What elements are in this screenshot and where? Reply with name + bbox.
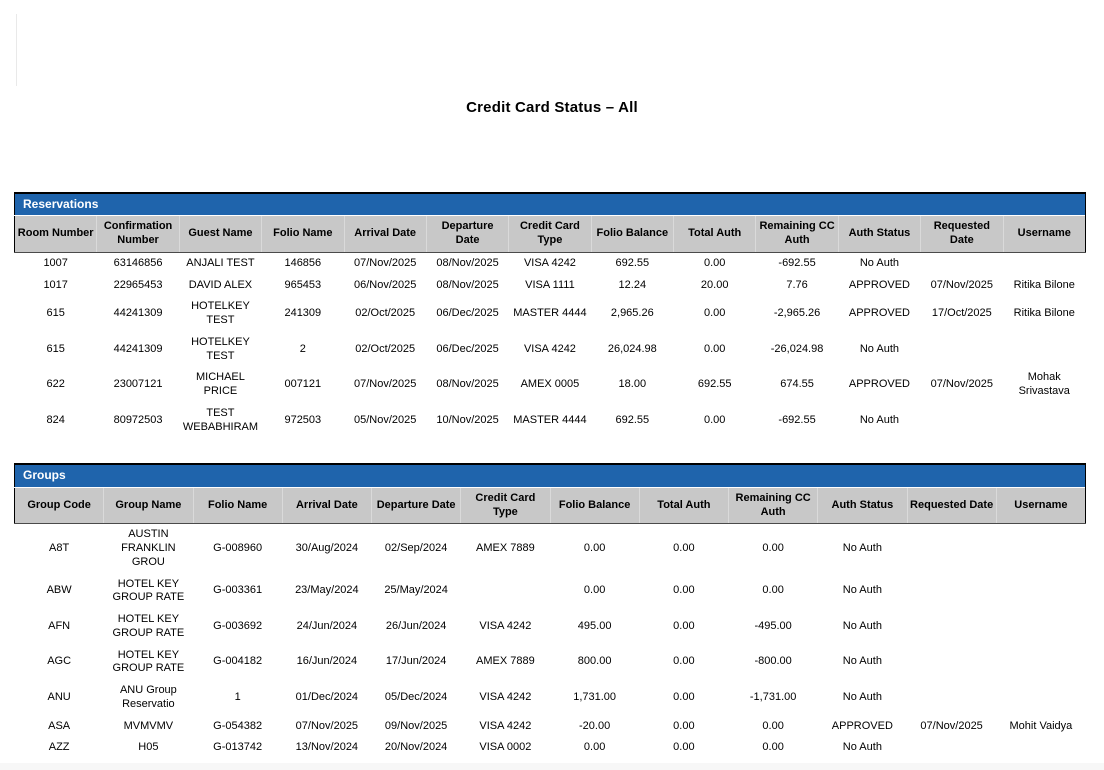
table-row: [15, 574, 1086, 610]
table-cell: ABW: [15, 574, 104, 610]
table-row: [15, 275, 1086, 297]
column-header: Requested Date: [907, 487, 996, 524]
table-cell: 01/Dec/2024: [282, 680, 371, 716]
table-cell: 05/Nov/2025: [344, 403, 426, 439]
table-cell: AMEX 7889: [461, 524, 550, 574]
table-cell: 22965453: [97, 275, 179, 297]
table-cell: 692.55: [591, 252, 673, 274]
table-cell: 0.00: [674, 332, 756, 368]
table-row: [15, 609, 1086, 645]
table-cell: Ritika Bilone: [1003, 275, 1086, 297]
table-cell: 07/Nov/2025: [282, 716, 371, 738]
column-header: Folio Name: [193, 487, 282, 524]
table-cell: Mohak Srivastava: [1003, 367, 1086, 403]
table-cell: G-054382: [193, 716, 282, 738]
table-cell: 07/Nov/2025: [907, 716, 996, 738]
table-cell: 0.00: [674, 403, 756, 439]
table-cell: APPROVED: [818, 716, 907, 738]
table-cell: 26,024.98: [591, 332, 673, 368]
table-cell: 1,731.00: [550, 680, 639, 716]
table-cell: VISA 4242: [461, 609, 550, 645]
table-cell: G-003361: [193, 574, 282, 610]
column-header: Guest Name: [179, 216, 261, 253]
table-cell: 80972503: [97, 403, 179, 439]
table-cell: 08/Nov/2025: [426, 252, 508, 274]
table-cell: 0.00: [550, 737, 639, 759]
table-cell: G-004182: [193, 645, 282, 681]
table-cell: VISA 0002: [461, 737, 550, 759]
column-header: Departure Date: [426, 216, 508, 253]
report-body: [14, 192, 1086, 759]
column-header: Total Auth: [639, 487, 728, 524]
table-cell: 09/Nov/2025: [372, 716, 461, 738]
column-header: Arrival Date: [344, 216, 426, 253]
table-cell: 44241309: [97, 332, 179, 368]
table-cell: HOTELKEY TEST: [179, 332, 261, 368]
table-cell: 07/Nov/2025: [921, 275, 1003, 297]
table-cell: HOTELKEY TEST: [179, 296, 261, 332]
table-cell: AUSTIN FRANKLIN GROU: [104, 524, 193, 574]
table-cell: 972503: [262, 403, 344, 439]
table-cell: [921, 403, 1003, 439]
table-cell: 0.00: [639, 574, 728, 610]
column-header: Requested Date: [921, 216, 1003, 253]
table-row: [15, 737, 1086, 759]
table-cell: 0.00: [729, 737, 818, 759]
table-cell: A8T: [15, 524, 104, 574]
table-cell: VISA 4242: [509, 252, 591, 274]
column-header: Username: [996, 487, 1085, 524]
column-header: Folio Name: [262, 216, 344, 253]
footer-strip: [0, 763, 1104, 770]
table-cell: 16/Jun/2024: [282, 645, 371, 681]
table-cell: 26/Jun/2024: [372, 609, 461, 645]
table-row: [15, 645, 1086, 681]
table-cell: [996, 645, 1085, 681]
table-cell: 20.00: [674, 275, 756, 297]
column-header-row: [15, 216, 1086, 253]
table-cell: 06/Dec/2025: [426, 296, 508, 332]
table-cell: No Auth: [838, 252, 920, 274]
table-cell: MICHAEL PRICE: [179, 367, 261, 403]
table-cell: VISA 4242: [509, 332, 591, 368]
table-cell: [907, 680, 996, 716]
table-cell: 07/Nov/2025: [344, 252, 426, 274]
table-cell: HOTEL KEY GROUP RATE: [104, 574, 193, 610]
table-cell: -692.55: [756, 252, 838, 274]
table-cell: [921, 252, 1003, 274]
table-cell: 63146856: [97, 252, 179, 274]
column-header: Arrival Date: [282, 487, 371, 524]
table-cell: 07/Nov/2025: [344, 367, 426, 403]
table-cell: G-008960: [193, 524, 282, 574]
table-cell: [996, 524, 1085, 574]
table-cell: 692.55: [591, 403, 673, 439]
table-cell: 02/Sep/2024: [372, 524, 461, 574]
table-cell: 674.55: [756, 367, 838, 403]
table-cell: 0.00: [729, 574, 818, 610]
column-header: Folio Balance: [591, 216, 673, 253]
table-cell: [461, 574, 550, 610]
table-cell: No Auth: [818, 574, 907, 610]
table-cell: -495.00: [729, 609, 818, 645]
table-cell: 800.00: [550, 645, 639, 681]
table-cell: 44241309: [97, 296, 179, 332]
table-cell: [907, 737, 996, 759]
table-row: [15, 252, 1086, 274]
column-header: Remaining CC Auth: [729, 487, 818, 524]
table-cell: 007121: [262, 367, 344, 403]
table-cell: 0.00: [729, 716, 818, 738]
table-cell: 23/May/2024: [282, 574, 371, 610]
column-header: Departure Date: [372, 487, 461, 524]
table-cell: ANU Group Reservatio: [104, 680, 193, 716]
table-cell: 622: [15, 367, 97, 403]
table-cell: 0.00: [550, 524, 639, 574]
table-cell: No Auth: [818, 524, 907, 574]
table-cell: 24/Jun/2024: [282, 609, 371, 645]
page-edge-line: [16, 14, 17, 86]
table-cell: No Auth: [838, 403, 920, 439]
table-cell: 25/May/2024: [372, 574, 461, 610]
table-cell: 08/Nov/2025: [426, 367, 508, 403]
table-row: [15, 332, 1086, 368]
column-header: Auth Status: [838, 216, 920, 253]
table-cell: [1003, 332, 1086, 368]
table-cell: APPROVED: [838, 367, 920, 403]
table-cell: MASTER 4444: [509, 296, 591, 332]
column-header: Room Number: [15, 216, 97, 253]
groups-section: [14, 463, 1086, 759]
table-cell: 0.00: [639, 645, 728, 681]
table-cell: 0.00: [639, 737, 728, 759]
column-header: Auth Status: [818, 487, 907, 524]
table-cell: AMEX 7889: [461, 645, 550, 681]
table-cell: 23007121: [97, 367, 179, 403]
table-cell: 0.00: [639, 609, 728, 645]
table-cell: 824: [15, 403, 97, 439]
table-cell: AZZ: [15, 737, 104, 759]
table-cell: 0.00: [639, 716, 728, 738]
table-cell: 0.00: [674, 296, 756, 332]
table-cell: 965453: [262, 275, 344, 297]
reservations-table: [14, 215, 1086, 438]
table-cell: [996, 680, 1085, 716]
table-cell: G-003692: [193, 609, 282, 645]
column-header: Username: [1003, 216, 1086, 253]
table-cell: H05: [104, 737, 193, 759]
table-cell: No Auth: [818, 645, 907, 681]
table-cell: 02/Oct/2025: [344, 296, 426, 332]
table-cell: APPROVED: [838, 275, 920, 297]
table-cell: [921, 332, 1003, 368]
table-row: [15, 367, 1086, 403]
table-cell: 07/Nov/2025: [921, 367, 1003, 403]
table-cell: [1003, 252, 1086, 274]
table-cell: AGC: [15, 645, 104, 681]
table-cell: 2: [262, 332, 344, 368]
table-row: [15, 403, 1086, 439]
groups-section-header: Groups: [14, 463, 1086, 486]
report-title: Credit Card Status – All: [466, 99, 638, 116]
table-cell: Ritika Bilone: [1003, 296, 1086, 332]
table-cell: -1,731.00: [729, 680, 818, 716]
table-cell: HOTEL KEY GROUP RATE: [104, 609, 193, 645]
table-cell: -2,965.26: [756, 296, 838, 332]
table-cell: 1: [193, 680, 282, 716]
table-cell: VISA 1111: [509, 275, 591, 297]
table-cell: 17/Oct/2025: [921, 296, 1003, 332]
table-cell: No Auth: [818, 737, 907, 759]
table-cell: 0.00: [550, 574, 639, 610]
table-cell: [996, 737, 1085, 759]
table-cell: 615: [15, 296, 97, 332]
table-cell: No Auth: [838, 332, 920, 368]
table-cell: 10/Nov/2025: [426, 403, 508, 439]
table-cell: -692.55: [756, 403, 838, 439]
table-cell: 0.00: [674, 252, 756, 274]
table-cell: DAVID ALEX: [179, 275, 261, 297]
table-cell: 692.55: [674, 367, 756, 403]
table-cell: 7.76: [756, 275, 838, 297]
table-cell: AMEX 0005: [509, 367, 591, 403]
table-cell: ASA: [15, 716, 104, 738]
table-cell: 02/Oct/2025: [344, 332, 426, 368]
table-cell: 06/Dec/2025: [426, 332, 508, 368]
table-cell: 13/Nov/2024: [282, 737, 371, 759]
table-cell: [907, 524, 996, 574]
table-cell: [1003, 403, 1086, 439]
table-row: [15, 716, 1086, 738]
table-cell: [907, 645, 996, 681]
table-cell: 2,965.26: [591, 296, 673, 332]
table-cell: -20.00: [550, 716, 639, 738]
table-cell: [907, 609, 996, 645]
table-cell: 1017: [15, 275, 97, 297]
table-cell: 241309: [262, 296, 344, 332]
table-cell: 146856: [262, 252, 344, 274]
table-cell: 0.00: [639, 524, 728, 574]
table-row: [15, 680, 1086, 716]
groups-table: [14, 487, 1086, 759]
table-cell: [996, 574, 1085, 610]
column-header: Credit Card Type: [461, 487, 550, 524]
table-cell: 495.00: [550, 609, 639, 645]
table-cell: 08/Nov/2025: [426, 275, 508, 297]
table-cell: -800.00: [729, 645, 818, 681]
column-header: Remaining CC Auth: [756, 216, 838, 253]
column-header: Folio Balance: [550, 487, 639, 524]
column-header: Group Name: [104, 487, 193, 524]
column-header: Group Code: [15, 487, 104, 524]
reservations-section-header: Reservations: [14, 192, 1086, 215]
column-header: Confirmation Number: [97, 216, 179, 253]
table-cell: 20/Nov/2024: [372, 737, 461, 759]
table-cell: No Auth: [818, 680, 907, 716]
table-row: [15, 524, 1086, 574]
table-cell: MASTER 4444: [509, 403, 591, 439]
table-cell: ANU: [15, 680, 104, 716]
table-cell: VISA 4242: [461, 680, 550, 716]
table-cell: 17/Jun/2024: [372, 645, 461, 681]
table-cell: 18.00: [591, 367, 673, 403]
column-header-row: [15, 487, 1086, 524]
table-cell: 0.00: [729, 524, 818, 574]
table-cell: 06/Nov/2025: [344, 275, 426, 297]
table-cell: 30/Aug/2024: [282, 524, 371, 574]
table-cell: -26,024.98: [756, 332, 838, 368]
table-cell: 615: [15, 332, 97, 368]
table-cell: 05/Dec/2024: [372, 680, 461, 716]
table-cell: TEST WEBABHIRAM: [179, 403, 261, 439]
table-cell: 1007: [15, 252, 97, 274]
column-header: Credit Card Type: [509, 216, 591, 253]
table-cell: [907, 574, 996, 610]
table-cell: 12.24: [591, 275, 673, 297]
table-cell: ANJALI TEST: [179, 252, 261, 274]
table-cell: G-013742: [193, 737, 282, 759]
reservations-section: [14, 192, 1086, 438]
table-cell: HOTEL KEY GROUP RATE: [104, 645, 193, 681]
table-cell: MVMVMV: [104, 716, 193, 738]
table-cell: No Auth: [818, 609, 907, 645]
table-cell: APPROVED: [838, 296, 920, 332]
column-header: Total Auth: [674, 216, 756, 253]
table-cell: 0.00: [639, 680, 728, 716]
table-row: [15, 296, 1086, 332]
table-cell: AFN: [15, 609, 104, 645]
table-cell: [996, 609, 1085, 645]
table-cell: Mohit Vaidya: [996, 716, 1085, 738]
table-cell: VISA 4242: [461, 716, 550, 738]
